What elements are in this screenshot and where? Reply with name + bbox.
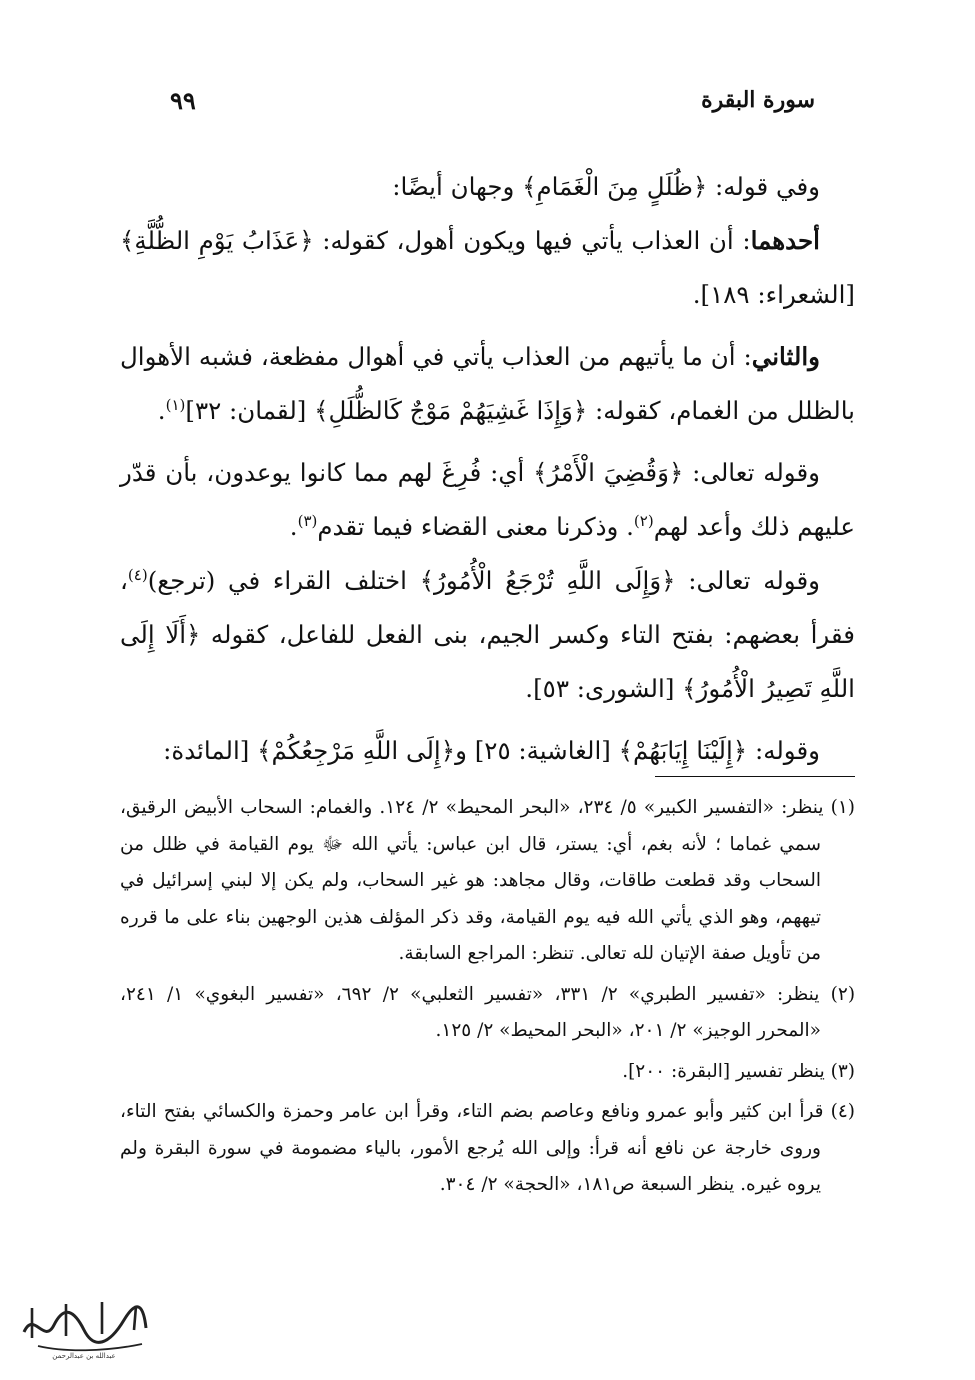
text-span: [المائدة: — [163, 736, 258, 765]
text-span: وفي قوله: — [707, 172, 820, 201]
text-span: أي: فُرِغَ لهم مما كانوا يوعدون، بأن قدّر عليهم ذلك وأعد لهم — [120, 458, 855, 541]
text-span: وقوله تعالى: — [675, 566, 820, 595]
page-header — [170, 80, 815, 120]
footnote-ref[interactable]: (١) — [165, 395, 186, 414]
footnote-4: (٤) قرأ ابن كثير وأبو عمرو ونافع وعاصم بضم التاء، وقرأ ابن عامر وحمزة والكسائي بفتح التاء، وروى خارجة عن نافع أنه قرأ: وإلى الله يُرجع الأمور، بالياء مضمومة في سورة البقرة ولم يروه غيره. ينظر السبعة ص١٨١، «الحجة» ٢/ ٣٠٤. — [120, 1101, 855, 1195]
paragraph-5 — [120, 554, 855, 716]
paragraph-4 — [120, 446, 855, 554]
text-span: وقوله تعالى: — [683, 458, 820, 487]
text-span: . — [157, 396, 166, 425]
text-span: [الغاشية: ٢٥] و — [455, 736, 619, 765]
page-number: ٩٩ — [170, 85, 196, 115]
text-span: [لقمان: ٣٢] — [185, 396, 315, 425]
quran-quote: ﴿أَلَا إِلَى اللَّهِ تَصِيرُ الْأُمُورُ﴾ — [120, 620, 855, 703]
quran-quote: ﴿إِلَى اللَّهِ مَرْجِعُكُمْ﴾ — [257, 736, 456, 765]
footnote-ref[interactable]: (٣) — [297, 511, 318, 530]
text-span: : أن العذاب يأتي فيها ويكون أهول، كقوله: — [313, 226, 751, 255]
footnote-divider — [655, 776, 855, 777]
logo-subtext: عبدالله بن عبدالرحمن — [52, 1352, 116, 1360]
text-span: وجهان أيضًا: — [392, 172, 523, 201]
footnote-1: (١) ينظر: «التفسير الكبير» ٥/ ٢٣٤، «البحر المحيط» ٢/ ١٢٤. والغمام: السحاب الأبيض الرقيق، سمي غماما ؛ لأنه بغم، أي: يستر، قال ابن عباس: يأتي الله ﷻ يوم القيامة في ظلل من السحاب وقد قطعت طاقات، وقال مجاهد: هو غير السحاب، ولم يكن إلا لبني إسرائيل في تيههم، وهو الذي يأتي الله فيه يوم القيامة، وقد ذكر المؤلف هذين الوجهين بناء على ما قرره من تأويل صفة الإتيان لله تعالى. تنظر: المراجع السابقة. — [120, 797, 855, 964]
paragraph-2 — [120, 214, 855, 322]
quran-quote: ﴿ظُلَلٍ مِنَ الْغَمَامِ﴾ — [522, 172, 708, 201]
text-span: [الشورى: ٥٣]. — [525, 674, 683, 703]
surah-title: سورة البقرة — [701, 87, 815, 113]
paragraph-3 — [120, 330, 855, 438]
quran-quote: ﴿وَقُضِيَ الْأَمْرُ﴾ — [533, 458, 684, 487]
paragraph-6 — [120, 724, 855, 778]
quran-quote: ﴿عَذَابُ يَوْمِ الظُّلَّةِ﴾ — [120, 226, 314, 255]
text-span: اختلف القراء في (ترجع) — [147, 566, 420, 595]
text-span: : أن ما يأتيهم من العذاب يأتي في أهوال مفظعة، فشبه الأهوال بالظلل من الغمام، كقوله: — [120, 342, 855, 425]
point-label: والثاني — [751, 342, 820, 371]
quran-quote: ﴿إِلَيْنَا إِيَابَهُمْ﴾ — [618, 736, 748, 765]
footnote-ref[interactable]: (٤) — [127, 565, 148, 584]
text-span: . وذكرنا معنى القضاء فيما تقدم — [317, 512, 634, 541]
point-label: أحدهما — [750, 226, 820, 255]
calligraphy-logo — [14, 1290, 154, 1360]
footnote-3: (٣) ينظر تفسير [البقرة: ٢٠٠]. — [622, 1060, 855, 1082]
paragraph-1 — [120, 160, 855, 214]
text-span: وقوله: — [747, 736, 820, 765]
quran-quote: ﴿وَإِلَى اللَّهِ تُرْجَعُ الْأُمُورُ﴾ — [419, 566, 676, 595]
text-span: [الشعراء: ١٨٩]. — [692, 280, 855, 309]
footnote-ref[interactable]: (٢) — [633, 511, 654, 530]
footnote-2: (٢) ينظر: «تفسير الطبري» ٢/ ٣٣١، «تفسير الثعلبي» ٢/ ٦٩٢، «تفسير البغوي» ١/ ٢٤١، «المحرر الوجيز» ٢/ ٢٠١، «البحر المحيط» ٢/ ١٢٥. — [120, 983, 856, 1041]
footnotes — [120, 790, 855, 1204]
main-text — [120, 160, 855, 778]
text-span: ، فقرأ بعضهم: بفتح التاء وكسر الجيم، بنى الفعل للفاعل، كقوله — [120, 566, 855, 649]
quran-quote: ﴿وَإِذَا غَشِيَهُمْ مَوْجٌ كَالظُّلَلِ﴾ — [314, 396, 588, 425]
text-span: . — [289, 512, 298, 541]
